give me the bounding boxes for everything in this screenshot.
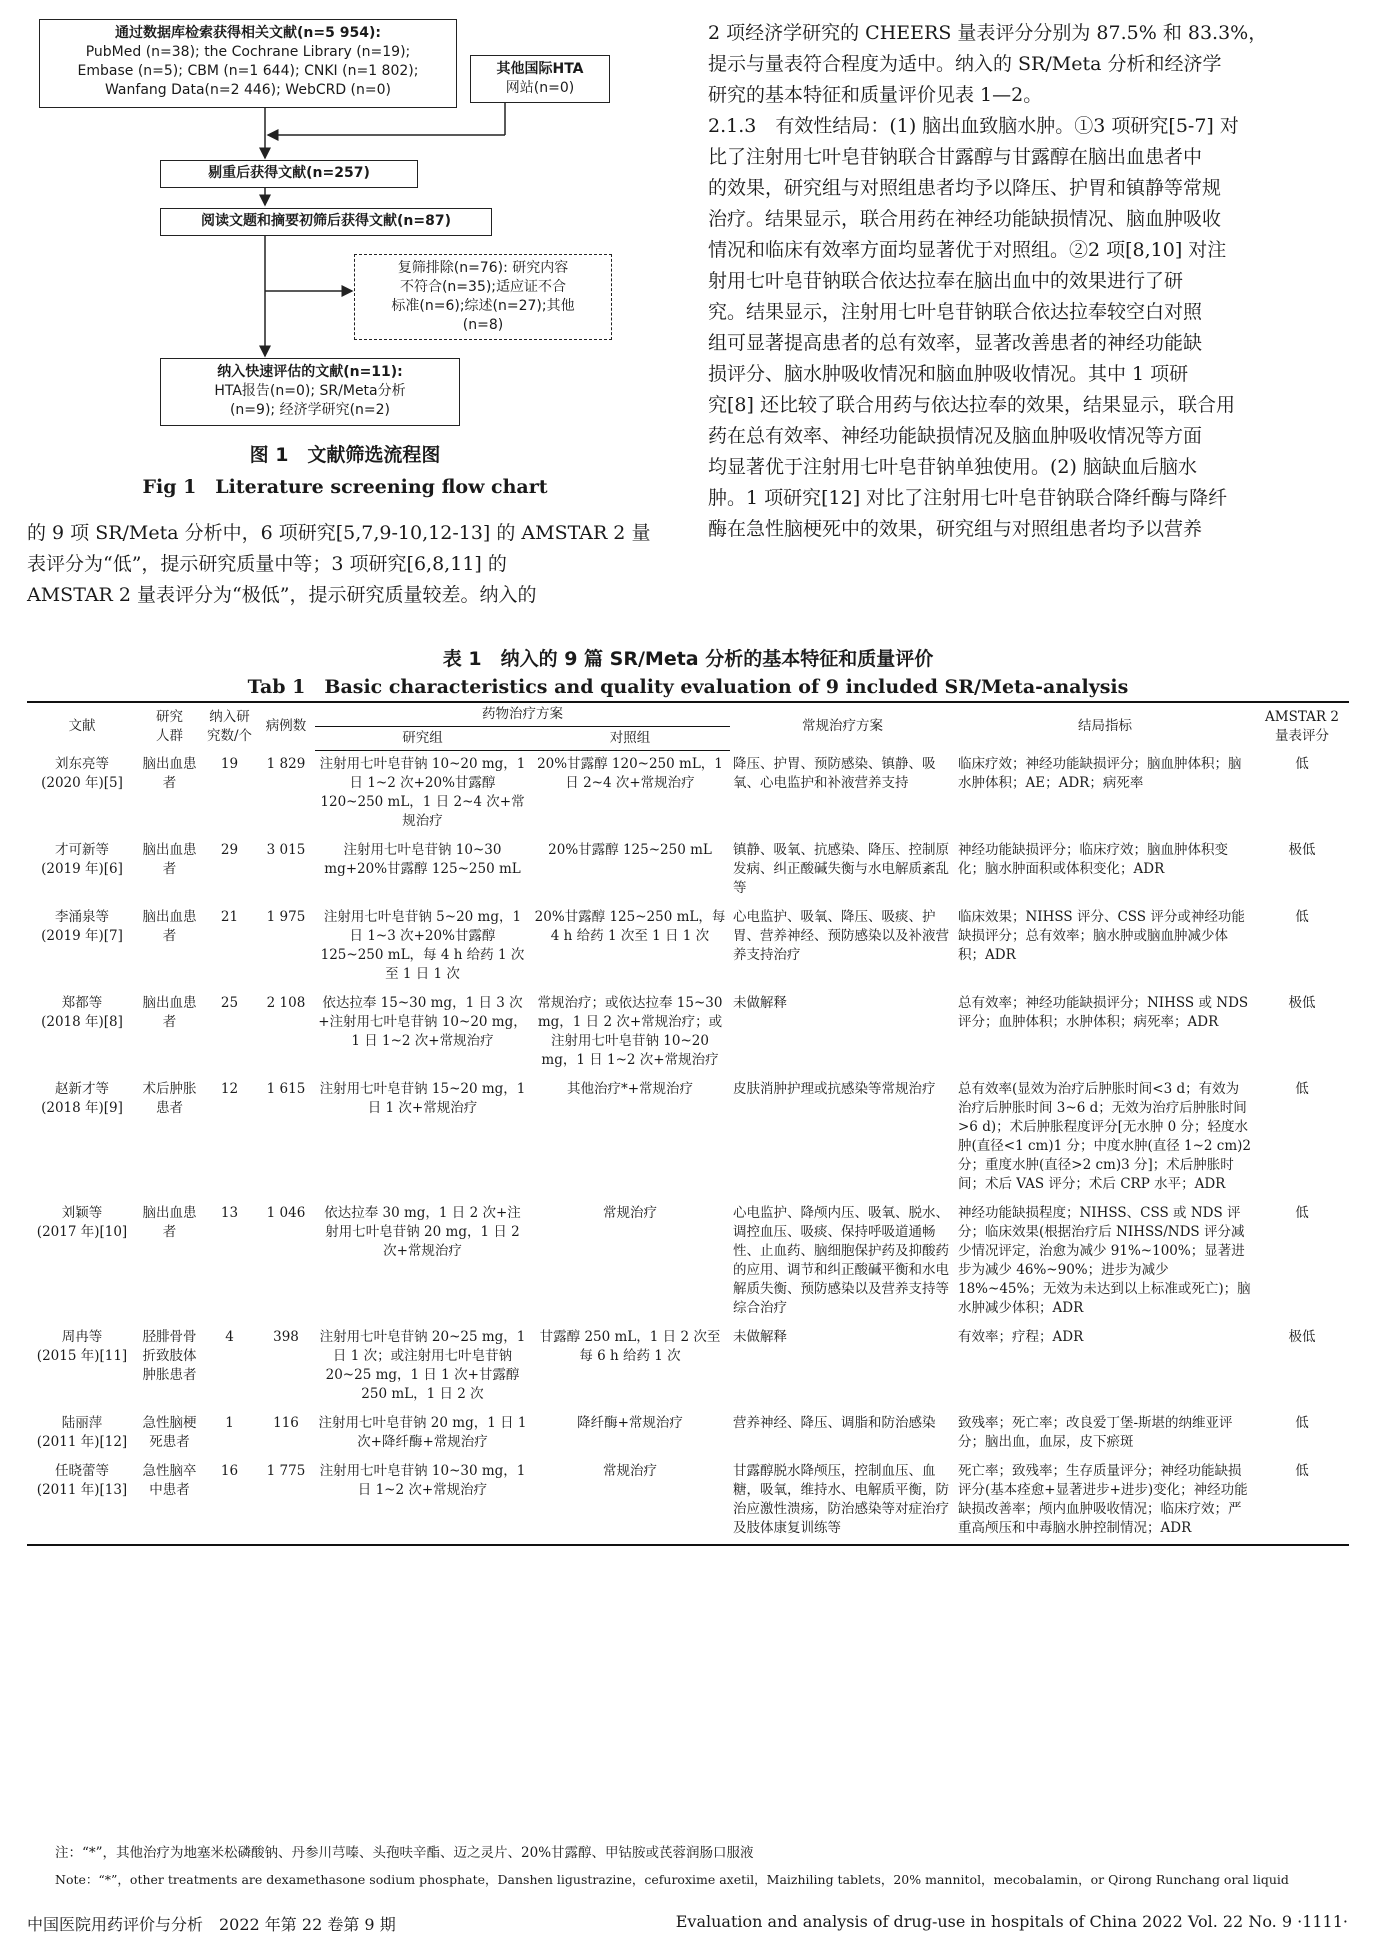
cell-study-group: 注射用七叶皂苷钠 20~25 mg，1 日 1 次；或注射用七叶皂苷钠 20~25 mg，1 日 1 次+甘露醇 250 mL，1 日 2 次 [319,1329,526,1402]
table-row [27,1324,1349,1410]
cell-cases: 398 [273,1329,299,1345]
year: (2019 年)[6] [41,861,123,877]
cell-population: 脑出血患者 [142,842,197,877]
left-paragraph: 的 9 项 SR/Meta 分析中，6 项研究[5,7,9-10,12-13] 的 AMSTAR 2 量 表评分为“低”，提示研究质量中等；3 项研究[6,8,11] 的 AMSTAR 2 量表评分为“极低”，提示研究质量较差。纳入的 [27,522,651,606]
cell-outcomes: 临床效果；NIHSS 评分、CSS 评分或神经功能缺损评分；总有效率；脑水肿或脑血肿减少体积；ADR [958,909,1245,963]
th-control-group: 对照组 [530,727,730,751]
author: 周冉等 [61,1329,103,1345]
year: (2011 年)[12] [36,1434,128,1450]
table-row [27,990,1349,1076]
year: (2020 年)[5] [41,774,123,791]
cell-population: 脑出血患者 [142,995,197,1030]
flow-box-other-hta: 其他国际HTA 网站(n=0) [470,55,610,103]
cell-routine: 未做解释 [733,1329,787,1345]
cell-cases: 1 975 [266,909,306,925]
cell-study-group: 注射用七叶皂苷钠 20 mg，1 日 1 次+降纤酶+常规治疗 [318,1415,527,1450]
cell-outcomes: 死亡率；致残率；生存质量评分；神经功能缺损评分(基本痊愈+显著进步+进步)变化；神经功能缺损改善率；颅内血肿吸收情况；临床疗效；严重高颅压和中毒脑水肿控制情况；ADR [955,1458,1255,1545]
th-amstar: AMSTAR 2 量表评分 [1255,702,1349,751]
table-note-en: Note：“*”，other treatments are dexamethasone sodium phosphate，Danshen ligustrazine，cefuroxime axetil，Maizhiling tablets，20% mannitol，mecobalamin，or Qirong Runchang oral liquid [55,1872,1289,1887]
cell-literature [27,1458,137,1545]
cell-amstar: 低 [1295,1415,1309,1431]
th-literature: 文献 [27,702,137,751]
th-cases: 病例数 [257,702,315,751]
cell-outcomes: 有效率；疗程；ADR [958,1329,1084,1345]
cell-cases: 3 015 [266,842,306,858]
table-row [27,751,1349,838]
cell-studies: 16 [202,1458,257,1545]
cell-population: 脑出血患者 [142,909,197,944]
cell-literature [27,1200,137,1324]
cell-literature [27,837,137,904]
cell-amstar: 低 [1295,1205,1309,1221]
cell-study-group: 依达拉奉 15~30 mg，1 日 3 次+注射用七叶皂苷钠 10~20 mg，1 日 1~2 次+常规治疗 [318,995,527,1049]
cell-outcomes: 总有效率(显效为治疗后肿胀时间<3 d；有效为治疗后肿胀时间 3~6 d；无效为治疗后肿胀时间>6 d)；术后肿胀程度评分[无水肿 0 分；轻度水肿(直径<1 cm)1 分；中度水肿(直径 1~2 cm)2 分；重度水肿(直径>2 cm)3 分]；术后肿胀时间；术后 VAS 评分；术后 CRP 水平；ADR [958,1081,1252,1192]
cell-literature [27,904,137,990]
cell-control-group: 20%甘露醇 120~250 mL，1 日 2~4 次+常规治疗 [537,756,723,791]
author: 赵新才等 [55,1081,109,1097]
th-routine: 常规治疗方案 [730,702,955,751]
cell-cases: 1 615 [266,1081,306,1097]
cell-routine: 甘露醇脱水降颅压，控制血压、血糖，吸氧，维持水、电解质平衡，防治应激性溃疡，防治感染等对症治疗及肢体康复训练等 [730,1458,955,1545]
cell-control-group: 降纤酶+常规治疗 [577,1415,683,1431]
cell-routine: 心电监护、吸氧、降压、吸痰、护胃、营养神经、预防感染以及补液营养支持治疗 [733,909,949,963]
table-row [27,1410,1349,1458]
cell-population: 脑出血患者 [142,755,197,791]
cell-cases: 2 108 [266,995,306,1011]
th-drug-plan: 药物治疗方案 [315,702,730,727]
footer-journal-cn: 中国医院用药评价与分析 2022 年第 22 卷第 9 期 [27,1915,396,1934]
cell-studies: 13 [220,1205,239,1221]
author: 郑都等 [61,995,103,1011]
cell-amstar: 低 [1295,909,1309,925]
author: 才可新等 [55,842,109,858]
flow-box-included: 纳入快速评估的文献(n=11): HTA报告(n=0); SR/Meta分析 (n=9); 经济学研究(n=2) [160,358,460,426]
cell-control-group: 常规治疗 [530,1458,730,1545]
cell-routine: 未做解释 [733,995,787,1011]
cell-routine: 心电监护、降颅内压、吸氧、脱水、调控血压、吸痰、保持呼吸道通畅性、止血药、脑细胞保护药及抑酸药的应用、调节和纠正酸碱平衡和水电解质失衡、预防感染以及营养支持等综合治疗 [733,1205,949,1316]
cell-amstar: 低 [1295,1081,1309,1097]
table-row [27,1076,1349,1200]
cell-cases: 1 046 [266,1205,306,1221]
flow-box-dedup: 剔重后获得文献(n=257) [160,160,418,188]
table-row [27,837,1349,904]
cell-study-group: 注射用七叶皂苷钠 15~20 mg，1 日 1 次+常规治疗 [319,1081,526,1116]
table-title-cn: 表 1 纳入的 9 篇 SR/Meta 分析的基本特征和质量评价 [442,648,934,670]
cell-outcomes: 神经功能缺损评分；临床疗效；脑血肿体积变化；脑水肿面积或体积变化；ADR [958,842,1228,877]
year: (2019 年)[7] [41,928,123,944]
cell-control-group: 20%甘露醇 125~250 mL [548,842,712,858]
cell-study-group: 注射用七叶皂苷钠 10~30 mg，1 日 1~2 次+常规治疗 [315,1458,530,1545]
cell-literature [27,1076,137,1200]
cell-study-group: 注射用七叶皂苷钠 5~20 mg，1 日 1~3 次+20%甘露醇 125~250 mL，每 4 h 给药 1 次至 1 日 1 次 [320,909,525,982]
footer-journal-en: Evaluation and analysis of drug-use in hospitals of China 2022 Vol. 22 No. 9 ·1111· [675,1912,1348,1931]
cell-cases: 1 775 [257,1458,315,1545]
table-note-cn: 注：“*”，其他治疗为地塞米松磷酸钠、丹参川芎嗪、头孢呋辛酯、迈之灵片、20%甘露醇、甲钴胺或芪蓉润肠口服液 [55,1845,754,1861]
cell-population: 急性脑卒中患者 [137,1458,202,1545]
cell-control-group: 常规治疗 [603,1205,657,1221]
cell-study-group: 注射用七叶皂苷钠 10~30 mg+20%甘露醇 125~250 mL [324,842,521,877]
cell-literature [27,751,137,838]
cell-cases: 1 829 [266,755,306,772]
table-row [27,1458,1349,1545]
cell-studies: 21 [220,909,239,925]
flow-box-excluded: 复筛排除(n=76): 研究内容 不符合(n=35);适应证不合 标准(n=6);综述(n=27);其他 (n=8) [354,254,612,340]
th-studies: 纳入研 究数/个 [202,702,257,751]
author: 李涌泉等 [55,909,109,925]
author: 刘东亮等 [55,755,109,772]
cell-amstar: 低 [1255,1458,1349,1545]
table-row [27,1200,1349,1324]
cell-routine: 皮肤消肿护理或抗感染等常规治疗 [733,1081,936,1097]
cell-outcomes: 神经功能缺损程度；NIHSS、CSS 或 NDS 评分；临床效果(根据治疗后 NIHSS/NDS 评分减少情况评定，治愈为减少 91%~100%；显著进步为减少 46%~90%；进步为减少 18%~45%；无效为未达到以上标准或死亡)；脑水肿减少体积；ADR [958,1205,1251,1316]
cell-population: 胫腓骨骨折致肢体肿胀患者 [142,1329,197,1383]
cell-control-group: 20%甘露醇 125~250 mL，每 4 h 给药 1 次至 1 日 1 次 [534,909,726,944]
cell-control-group: 其他治疗*+常规治疗 [566,1081,694,1097]
author: 陆丽萍 [61,1415,103,1431]
cell-control-group: 甘露醇 250 mL，1 日 2 次至每 6 h 给药 1 次 [539,1329,721,1364]
cell-cases: 116 [273,1415,299,1431]
th-population: 研究 人群 [137,702,202,751]
cell-literature [27,990,137,1076]
year: (2015 年)[11] [36,1348,128,1364]
figure-caption-cn: 图 1 文献筛选流程图 [249,444,441,466]
cell-population: 急性脑梗死患者 [142,1415,197,1450]
right-paragraph: 2 项经济学研究的 CHEERS 量表评分分别为 87.5% 和 83.3%， 提示与量表符合程度为适中。纳入的 SR/Meta 分析和经济学 研究的基本特征和质量评价见表 1—2。 2.1.3 有效性结局：(1) 脑出血致脑水肿。①3 项研究[5-7] 对 比了注射用七叶皂苷钠联合甘露醇与甘露醇在脑出血患者中 的效果，研究组与对照组患者均予以降压、护胃和镇静等常规 治疗。结果显示，联合用药在神经功能缺损情况、脑血肿吸收 情况和临床有效率方面均显著优于对照组。②2 项[8,10] 对注 射用七叶皂苷钠联合依达拉奉在脑出血中的效果进行了研 究。结果显示，注射用七叶皂苷钠联合依达拉奉较空白对照 组可显著提高患者的总有效率，显著改善患者的神经功能缺 损评分、脑水肿吸收情况和脑血肿吸收情况。其中 1 项研 究[8] 还比较了联合用药与依达拉奉的效果，结果显示，联合用 药在总有效率、神经功能缺损情况及脑血肿吸收情况等方面 均显著优于注射用七叶皂苷钠单独使用。(2) 脑缺血后脑水 肿。1 项研究[12] 对比了注射用七叶皂苷钠联合降纤酶与降纤 酶在急性脑梗死中的效果，研究组与对照组患者均予以营养 [708,22,1268,540]
cell-outcomes: 总有效率；神经功能缺损评分；NIHSS 或 NDS 评分；血肿体积；水肿体积；病死率；ADR [958,995,1249,1030]
cell-studies: 29 [220,842,239,858]
cell-population: 脑出血患者 [142,1205,197,1240]
year: (2017 年)[10] [36,1224,128,1240]
cell-studies: 4 [225,1329,234,1345]
cell-routine: 营养神经、降压、调脂和防治感染 [733,1415,936,1431]
author: 刘颖等 [61,1205,103,1221]
table-title-en: Tab 1 Basic characteristics and quality evaluation of 9 included SR/Meta-analysis [247,676,1129,698]
cell-outcomes: 临床疗效；神经功能缺损评分；脑血肿体积；脑水肿体积；AE；ADR；病死率 [958,755,1242,791]
cell-study-group: 依达拉奉 30 mg，1 日 2 次+注射用七叶皂苷钠 20 mg，1 日 2 次+常规治疗 [324,1205,521,1259]
figure-caption-en: Fig 1 Literature screening flow chart [142,476,548,498]
cell-studies: 25 [220,995,239,1011]
cell-studies: 1 [225,1415,234,1431]
flow-box-database-search: 通过数据库检索获得相关文献(n=5 954): PubMed (n=38); the Cochrane Library (n=19); Embase (n=5); CBM (n=1 644); CNKI (n=1 802); Wanfang Data(n=2 446); WebCRD (n=0) [39,19,457,108]
year: (2018 年)[8] [41,1014,123,1030]
cell-amstar: 极低 [1288,842,1316,858]
cell-study-group: 注射用七叶皂苷钠 10~20 mg，1 日 1~2 次+20%甘露醇 120~250 mL，1 日 2~4 次+常规治疗 [319,756,526,829]
th-outcomes: 结局指标 [955,702,1255,751]
cell-amstar: 极低 [1288,1329,1316,1345]
year: (2011 年)[13] [36,1482,128,1498]
cell-studies: 12 [220,1081,239,1097]
cell-population: 术后肿胀患者 [142,1081,197,1116]
cell-literature [27,1410,137,1458]
table-1 [27,701,1349,1546]
cell-studies: 19 [220,755,239,772]
cell-amstar: 极低 [1288,995,1316,1011]
table-row [27,904,1349,990]
cell-outcomes: 致残率；死亡率；改良爱丁堡-斯堪的纳维亚评分；脑出血，血尿，皮下瘀斑 [958,1415,1233,1450]
author: 任晓蕾等 [55,1463,109,1479]
cell-amstar: 低 [1295,755,1309,772]
cell-routine: 镇静、吸氧、抗感染、降压、控制原发病、纠正酸碱失衡与水电解质紊乱等 [733,842,949,896]
cell-routine: 降压、护胃、预防感染、镇静、吸氧、心电监护和补液营养支持 [733,755,936,791]
year: (2018 年)[9] [41,1100,123,1116]
cell-literature [27,1324,137,1410]
cell-control-group: 常规治疗；或依达拉奉 15~30 mg，1 日 2 次+常规治疗；或注射用七叶皂苷钠 10~20 mg，1 日 1~2 次+常规治疗 [537,995,723,1068]
th-study-group: 研究组 [315,727,530,751]
flow-box-screen: 阅读文题和摘要初筛后获得文献(n=87) [160,208,492,236]
